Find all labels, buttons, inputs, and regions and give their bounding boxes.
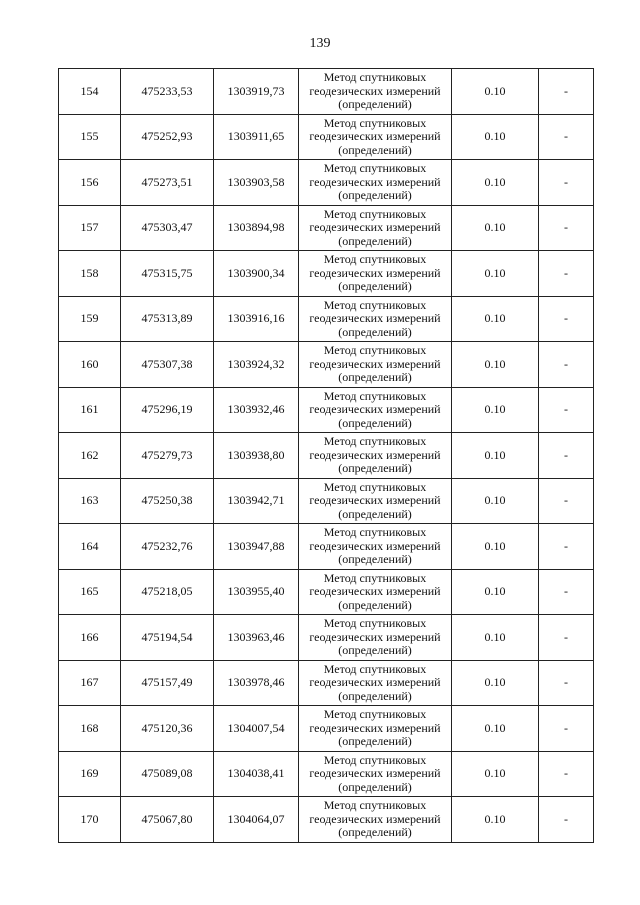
y-coordinate-cell: 1303963,46 [214,615,299,661]
method-cell [299,615,452,661]
accuracy-cell: 0.10 [452,478,539,524]
method-line: Метод спутниковых [323,752,427,767]
point-number-cell: 167 [59,660,121,706]
method-line: геодезических измерений [309,83,441,98]
extra-cell: - [539,524,594,570]
point-number-cell: 158 [59,251,121,297]
method-line: Метод спутниковых [323,252,427,266]
x-coordinate-cell: 475307,38 [121,342,214,388]
point-number-cell: 164 [59,524,121,570]
method-line: геодезических измерений [309,493,441,507]
accuracy-cell: 0.10 [452,706,539,752]
y-coordinate-cell: 1303978,46 [214,660,299,706]
extra-cell: - [539,205,594,251]
method-line: Метод спутниковых [323,570,427,585]
x-coordinate-cell: 475194,54 [121,615,214,661]
method-line: геодезических измерений [309,538,441,553]
extra-cell: - [539,69,594,115]
table-row [59,797,594,843]
method-line: Метод спутниковых [323,297,427,312]
x-coordinate-cell: 475296,19 [121,387,214,433]
accuracy-cell: 0.10 [452,251,539,297]
method-line: геодезических измерений [309,402,441,416]
extra-cell: - [539,569,594,615]
y-coordinate-cell: 1303932,46 [214,387,299,433]
extra-cell: - [539,251,594,297]
x-coordinate-cell: 475313,89 [121,296,214,342]
method-line: Метод спутниковых [323,115,427,130]
y-coordinate-cell: 1303903,58 [214,160,299,206]
x-coordinate-cell: 475250,38 [121,478,214,524]
method-cell [299,478,452,524]
y-coordinate-cell: 1303938,80 [214,433,299,479]
table-row [59,296,594,342]
accuracy-cell: 0.10 [452,114,539,160]
accuracy-cell: 0.10 [452,69,539,115]
method-line: (определений) [338,370,412,384]
table-row [59,342,594,388]
accuracy-cell: 0.10 [452,751,539,797]
table-row [59,751,594,797]
point-number-cell: 161 [59,387,121,433]
method-line: (определений) [338,461,412,475]
method-line: Метод спутниковых [323,434,427,448]
method-cell [299,114,452,160]
y-coordinate-cell: 1304038,41 [214,751,299,797]
y-coordinate-cell: 1303894,98 [214,205,299,251]
method-line: (определений) [338,825,412,839]
y-coordinate-cell: 1303947,88 [214,524,299,570]
accuracy-cell: 0.10 [452,387,539,433]
method-line: геодезических измерений [309,220,441,234]
y-coordinate-cell: 1303955,40 [214,569,299,615]
extra-cell: - [539,751,594,797]
method-cell [299,296,452,342]
table-row [59,569,594,615]
point-number-cell: 168 [59,706,121,752]
table-row [59,524,594,570]
y-coordinate-cell: 1303900,34 [214,251,299,297]
method-line: геодезических измерений [309,811,441,826]
table-row [59,387,594,433]
point-number-cell: 165 [59,569,121,615]
extra-cell: - [539,114,594,160]
accuracy-cell: 0.10 [452,342,539,388]
table-row [59,478,594,524]
accuracy-cell: 0.10 [452,205,539,251]
method-line: геодезических измерений [309,129,441,143]
method-line: (определений) [338,552,412,566]
coordinates-table-body [59,69,594,843]
accuracy-cell: 0.10 [452,296,539,342]
point-number-cell: 160 [59,342,121,388]
method-line: Метод спутниковых [323,161,427,175]
method-line: геодезических измерений [309,766,441,780]
x-coordinate-cell: 475279,73 [121,433,214,479]
accuracy-cell: 0.10 [452,660,539,706]
x-coordinate-cell: 475067,80 [121,797,214,843]
method-line: Метод спутниковых [323,479,427,494]
y-coordinate-cell: 1304064,07 [214,797,299,843]
y-coordinate-cell: 1304007,54 [214,706,299,752]
x-coordinate-cell: 475089,08 [121,751,214,797]
method-line: (определений) [338,597,412,612]
x-coordinate-cell: 475157,49 [121,660,214,706]
extra-cell: - [539,797,594,843]
table-row [59,160,594,206]
method-line: геодезических измерений [309,356,441,371]
x-coordinate-cell: 475273,51 [121,160,214,206]
method-line: (определений) [338,688,412,703]
method-cell [299,69,452,115]
method-line: (определений) [338,97,412,111]
point-number-cell: 166 [59,615,121,661]
point-number-cell: 162 [59,433,121,479]
y-coordinate-cell: 1303942,71 [214,478,299,524]
extra-cell: - [539,706,594,752]
point-number-cell: 163 [59,478,121,524]
method-line: Метод спутниковых [323,343,427,357]
x-coordinate-cell: 475233,53 [121,69,214,115]
x-coordinate-cell: 475303,47 [121,205,214,251]
method-line: Метод спутниковых [323,707,427,721]
table-row [59,433,594,479]
accuracy-cell: 0.10 [452,797,539,843]
method-line: геодезических измерений [309,629,441,644]
accuracy-cell: 0.10 [452,615,539,661]
extra-cell: - [539,160,594,206]
method-cell [299,205,452,251]
method-cell [299,751,452,797]
method-line: геодезических измерений [309,720,441,735]
extra-cell: - [539,478,594,524]
method-cell [299,706,452,752]
method-line: (определений) [338,643,412,657]
method-cell [299,569,452,615]
method-line: Метод спутниковых [323,798,427,812]
y-coordinate-cell: 1303919,73 [214,69,299,115]
method-line: Метод спутниковых [323,616,427,630]
method-line: геодезических измерений [309,265,441,280]
x-coordinate-cell: 475218,05 [121,569,214,615]
y-coordinate-cell: 1303916,16 [214,296,299,342]
table-row [59,205,594,251]
extra-cell: - [539,433,594,479]
table-row [59,114,594,160]
method-line: (определений) [338,142,412,157]
accuracy-cell: 0.10 [452,160,539,206]
table-row [59,69,594,115]
accuracy-cell: 0.10 [452,433,539,479]
x-coordinate-cell: 475232,76 [121,524,214,570]
x-coordinate-cell: 475120,36 [121,706,214,752]
point-number-cell: 169 [59,751,121,797]
method-line: (определений) [338,506,412,521]
method-line: геодезических измерений [309,311,441,325]
accuracy-cell: 0.10 [452,569,539,615]
table-row [59,660,594,706]
coordinates-table [58,68,594,843]
point-number-cell: 156 [59,160,121,206]
method-cell [299,433,452,479]
method-cell [299,524,452,570]
method-line: Метод спутниковых [323,661,427,676]
method-line: (определений) [338,188,412,202]
method-cell [299,342,452,388]
y-coordinate-cell: 1303911,65 [214,114,299,160]
method-line: (определений) [338,779,412,794]
x-coordinate-cell: 475315,75 [121,251,214,297]
method-cell [299,797,452,843]
extra-cell: - [539,660,594,706]
method-cell [299,660,452,706]
point-number-cell: 159 [59,296,121,342]
method-line: геодезических измерений [309,447,441,462]
method-line: геодезических измерений [309,584,441,598]
page-number: 139 [309,36,331,51]
accuracy-cell: 0.10 [452,524,539,570]
extra-cell: - [539,296,594,342]
table-row [59,615,594,661]
extra-cell: - [539,615,594,661]
x-coordinate-cell: 475252,93 [121,114,214,160]
method-cell [299,387,452,433]
method-cell [299,251,452,297]
point-number-cell: 170 [59,797,121,843]
table-row [59,706,594,752]
method-line: Метод спутниковых [323,206,427,221]
method-line: геодезических измерений [309,675,441,689]
extra-cell: - [539,387,594,433]
method-line: (определений) [338,415,412,430]
point-number-cell: 154 [59,69,121,115]
method-line: Метод спутниковых [323,388,427,403]
method-line: (определений) [338,324,412,339]
point-number-cell: 155 [59,114,121,160]
y-coordinate-cell: 1303924,32 [214,342,299,388]
extra-cell: - [539,342,594,388]
method-line: (определений) [338,233,412,248]
method-line: Метод спутниковых [323,70,427,84]
method-line: геодезических измерений [309,174,441,189]
table-row [59,251,594,297]
point-number-cell: 157 [59,205,121,251]
method-cell [299,160,452,206]
method-line: (определений) [338,734,412,748]
method-line: Метод спутниковых [323,525,427,539]
method-line: (определений) [338,279,412,293]
